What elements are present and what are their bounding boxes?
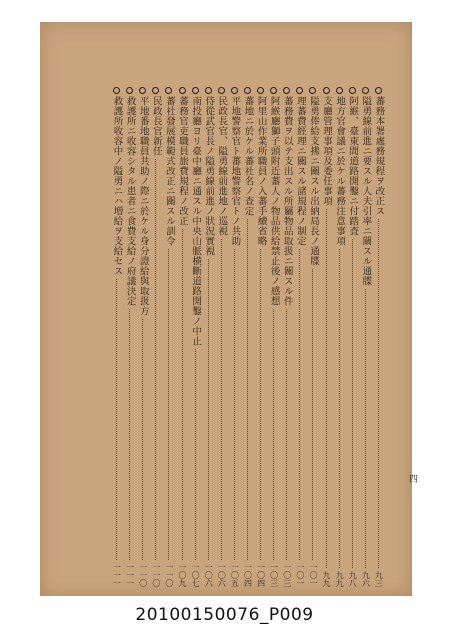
toc-entry: [162, 87, 175, 587]
dotted-leader: [260, 249, 261, 560]
dotted-leader: [299, 249, 300, 560]
circle-bullet-icon: [309, 87, 316, 94]
document-page: [40, 22, 417, 596]
toc-entry-page: 一一一: [125, 563, 135, 587]
circle-bullet-icon: [296, 87, 303, 94]
toc-entry-page: 一〇四: [243, 563, 253, 587]
toc-entry-page: 一〇七: [191, 563, 201, 587]
circle-bullet-icon: [218, 87, 225, 94]
circle-bullet-icon: [179, 87, 186, 94]
circle-bullet-icon: [165, 87, 172, 94]
toc-entry: [359, 87, 372, 587]
toc-entry: [175, 87, 188, 587]
toc-entry-page: 一一〇: [151, 563, 161, 587]
circle-bullet-icon: [192, 87, 199, 94]
toc-entry-page: 九九: [322, 571, 332, 587]
circle-bullet-icon: [231, 87, 238, 94]
toc-entry-page: 一〇三: [269, 563, 279, 587]
dotted-leader: [352, 239, 353, 568]
toc-entry-page: 一一一: [112, 563, 122, 587]
dotted-leader: [234, 249, 235, 560]
toc-entry: [333, 87, 346, 587]
toc-entry-page: 一〇三: [282, 563, 292, 587]
image-caption: 20100150076_P009: [135, 605, 314, 625]
toc-entry-title: 地方官會議ニ於ケル蕃務注意事項: [334, 96, 346, 246]
toc-entry: [254, 87, 267, 587]
dotted-leader: [339, 249, 340, 568]
toc-entry-title: 阿緱、臺東間道路開鑿ニ付踏査: [347, 96, 359, 236]
dotted-leader: [116, 279, 117, 560]
toc-entry-title: 救護所ニ收容シタル患者ニ食費支給ノ府議決定: [124, 96, 136, 306]
toc-entry: [346, 87, 359, 587]
toc-entry: [293, 87, 306, 587]
dotted-leader: [155, 159, 156, 560]
toc-entry-page: 一〇五: [230, 563, 240, 587]
toc-entry-title: 平地警察官ト蕃地警察官トノ共助: [229, 96, 241, 246]
dotted-leader: [182, 229, 183, 560]
circle-bullet-icon: [270, 87, 277, 94]
dotted-leader: [168, 249, 169, 560]
toc-entry-page: 九六: [361, 571, 371, 587]
toc-entry-page: 一〇四: [256, 563, 266, 587]
toc-entry: [241, 87, 254, 587]
toc-entry-page: 一〇六: [217, 563, 227, 587]
toc-entry-title: 隘勇俸給支拂ニ關スル出納局長ノ通牒: [307, 96, 319, 266]
toc-entry: [280, 87, 293, 587]
toc-entry-page: 一一〇: [164, 563, 174, 587]
toc-entry-title: 平地番地職員共助ノ際ニ於ケル身分證給與取扱方: [137, 96, 149, 316]
circle-bullet-icon: [323, 87, 330, 94]
circle-bullet-icon: [139, 87, 146, 94]
toc-entry-title: 救護所收容中ノ隘勇ニハ増給ヲ支給セス: [111, 96, 123, 276]
circle-bullet-icon: [362, 87, 369, 94]
dotted-leader: [312, 269, 313, 560]
toc-entry-page: 一〇一: [308, 563, 318, 587]
table-of-contents: [110, 87, 385, 587]
dotted-leader: [221, 239, 222, 560]
toc-entry: [267, 87, 280, 587]
toc-entry-page: 九九: [335, 571, 345, 587]
toc-entry-title: 蕃務費ヲ以テ支出スル所屬物品取扱ニ關スル件: [281, 96, 293, 306]
dotted-leader: [142, 319, 143, 560]
dotted-leader: [365, 289, 366, 568]
toc-entry-title: 阿里山作業所職員ノ入蕃手續省略: [255, 96, 267, 246]
circle-bullet-icon: [257, 87, 264, 94]
circle-bullet-icon: [113, 87, 120, 94]
circle-bullet-icon: [375, 87, 382, 94]
toc-entry-page: 一〇一: [295, 563, 305, 587]
toc-entry: [320, 87, 333, 587]
dotted-leader: [378, 219, 379, 568]
toc-entry-page: 一〇九: [178, 563, 188, 587]
toc-entry-title: 侍從武官長ノ隘勇線前進ノ狀況實視: [203, 96, 215, 256]
circle-bullet-icon: [152, 87, 159, 94]
circle-bullet-icon: [349, 87, 356, 94]
toc-entry: [215, 87, 228, 587]
dotted-leader: [247, 219, 248, 560]
toc-entry-page: 一一〇: [138, 563, 148, 587]
toc-entry-page: 九八: [348, 571, 358, 587]
dotted-leader: [286, 309, 287, 560]
toc-entry: [306, 87, 319, 587]
dotted-leader: [129, 309, 130, 560]
toc-entry-title: 隘勇線前進ニ要スル人夫引率ニ關スル通牒: [360, 96, 372, 286]
circle-bullet-icon: [244, 87, 251, 94]
circle-bullet-icon: [126, 87, 133, 94]
toc-entry-title: 蕃務本署處務規程ヲ改正ス: [373, 96, 385, 216]
toc-entry: [136, 87, 149, 587]
toc-entry-title: 南投廳ヨリ臺中廳ニ通スル中央山脈横斷道路開鑿ノ中止: [190, 96, 202, 346]
toc-entry-title: 蕃社發展模範式改正ニ關スル訓令: [163, 96, 175, 246]
toc-entry-title: 蕃務官吏職員旅費規程ノ改正: [177, 96, 189, 226]
toc-entry-page: 九三: [374, 571, 384, 587]
dotted-leader: [326, 209, 327, 568]
toc-entry: [123, 87, 136, 587]
page-number: 四: [407, 474, 417, 483]
toc-entry-title: 理蕃費經理ニ關スル諸規程ノ制定: [294, 96, 306, 246]
circle-bullet-icon: [205, 87, 212, 94]
toc-entry: [149, 87, 162, 587]
toc-entry-title: 民政長官新任: [150, 96, 162, 156]
toc-entry: [189, 87, 202, 587]
dotted-leader: [273, 309, 274, 560]
circle-bullet-icon: [336, 87, 343, 94]
toc-entry-title: 蕃地ニ於ケル蕃社名ノ查定: [242, 96, 254, 216]
toc-entry-page: 一〇六: [204, 563, 214, 587]
toc-entry-title: 支廳管理事項及委任事項: [321, 96, 333, 206]
toc-entry: [110, 87, 123, 587]
toc-entry: [372, 87, 385, 587]
toc-entry: [228, 87, 241, 587]
toc-entry-title: 民政長官、隘勇線前進地ノ巡視: [216, 96, 228, 236]
circle-bullet-icon: [283, 87, 290, 94]
toc-entry-title: 阿緱廳獅子頭附近蕃人ノ物品供給禁止後ノ感想: [268, 96, 280, 306]
dotted-leader: [195, 349, 196, 560]
toc-entry: [202, 87, 215, 587]
dotted-leader: [208, 259, 209, 560]
